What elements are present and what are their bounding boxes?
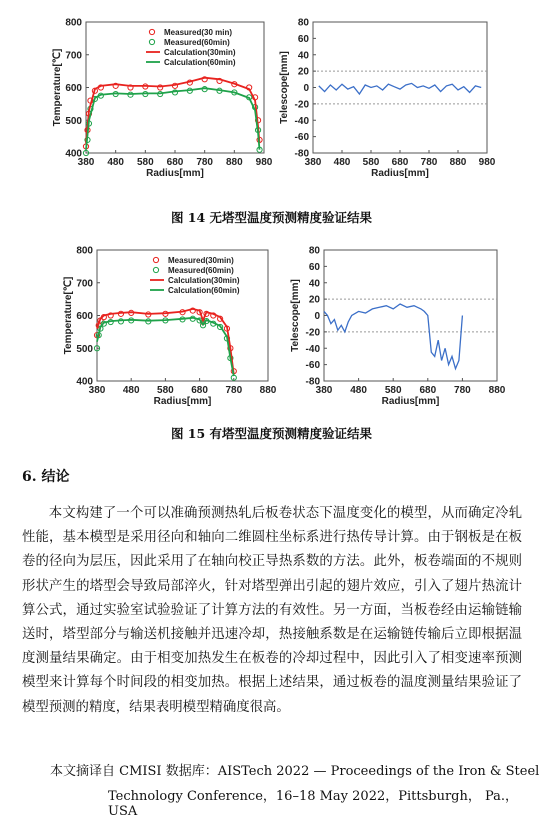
fig14-left-xlabel: Radius[mm] bbox=[146, 168, 204, 179]
fig15-right-xlabel: Radius[mm] bbox=[381, 396, 440, 407]
fig15-right-ytick-label-4: 0 bbox=[314, 311, 320, 322]
fig14-left-legend-marker-1 bbox=[149, 39, 154, 44]
fig14-right-ytick-label-6: 40 bbox=[297, 50, 309, 62]
figure-14-charts bbox=[0, 0, 543, 205]
fig14-right-xtick-label-4: 780 bbox=[420, 157, 438, 168]
fig14-left-xtick-label-5: 880 bbox=[225, 157, 243, 168]
fig14-right-xtick-label-1: 480 bbox=[333, 157, 351, 168]
fig14-right-ytick-label-8: 80 bbox=[297, 17, 309, 29]
fig15-left-xtick-label-5: 880 bbox=[259, 385, 277, 396]
fig15-left-legend-label-2: Calculation(30min) bbox=[168, 276, 240, 285]
fig14-left-xtick-label-2: 580 bbox=[136, 157, 154, 168]
fig15-right-ytick-label-0: -80 bbox=[305, 376, 320, 388]
fig14-right-ylabel: Telescope[mm] bbox=[279, 51, 290, 124]
source-line-2: Technology Conference，16–18 May 2022，Pittsburgh， Pa.， USA bbox=[108, 789, 519, 819]
figure-15-caption: 图 15 有塔型温度预测精度验证结果 bbox=[170, 426, 373, 441]
section-title: 结论 bbox=[41, 469, 70, 485]
fig14-right-ytick-label-3: -20 bbox=[294, 99, 309, 111]
fig14-right-ytick-label-2: -40 bbox=[294, 115, 309, 127]
fig15-right-ytick-label-3: -20 bbox=[305, 327, 320, 339]
fig14-right-ytick-label-1: -60 bbox=[294, 132, 309, 144]
fig14-right-ytick-label-5: 20 bbox=[297, 66, 309, 78]
figure-15 bbox=[0, 238, 543, 418]
fig14-right-chart bbox=[279, 18, 496, 180]
fig15-right-chart bbox=[290, 246, 506, 408]
fig15-left-xtick-label-3: 680 bbox=[191, 385, 208, 396]
fig15-left-legend-label-3: Calculation(60min) bbox=[168, 286, 240, 295]
fig14-left-xtick-label-6: 980 bbox=[255, 157, 273, 168]
fig14-left-ytick-label-3: 700 bbox=[65, 50, 82, 62]
fig14-right-ytick-label-7: 60 bbox=[297, 33, 309, 45]
source-line-1: 本文摘译自 CMISI 数据库：AISTech 2022 — Proceedings of the Iron & Steel bbox=[50, 764, 540, 779]
fig15-left-legend-label-1: Measured(60min) bbox=[168, 266, 234, 275]
fig14-left-series-3-line bbox=[86, 88, 260, 150]
fig15-right-ytick-label-6: 40 bbox=[308, 278, 320, 290]
fig14-right-xtick-label-2: 580 bbox=[362, 157, 380, 168]
fig15-left-ylabel: Temperature[℃] bbox=[63, 276, 74, 355]
fig14-left-ytick-label-0: 400 bbox=[65, 148, 82, 160]
fig14-left-legend-label-0: Measured(30 min) bbox=[164, 28, 233, 37]
fig14-right-xlabel: Radius[mm] bbox=[371, 168, 429, 179]
section-number: 6. bbox=[22, 469, 37, 485]
fig15-left-chart bbox=[63, 246, 277, 408]
fig14-left-chart bbox=[52, 18, 273, 180]
fig15-right-xtick-label-2: 580 bbox=[384, 385, 402, 396]
fig14-right-xtick-label-6: 980 bbox=[478, 157, 496, 168]
fig15-right-ytick-label-2: -40 bbox=[305, 343, 320, 355]
fig15-right-xtick-label-0: 380 bbox=[315, 385, 333, 396]
fig15-left-series-2-line bbox=[97, 309, 234, 375]
section-heading bbox=[22, 466, 70, 486]
fig14-right-series-0-line bbox=[319, 83, 481, 94]
fig14-left-xtick-label-3: 680 bbox=[166, 157, 184, 168]
figure-14 bbox=[0, 0, 543, 205]
fig15-left-ytick-label-0: 400 bbox=[76, 376, 93, 388]
fig15-right-ytick-label-5: 20 bbox=[308, 294, 320, 306]
fig15-right-ytick-label-8: 80 bbox=[308, 245, 320, 257]
fig14-left-ytick-label-4: 800 bbox=[65, 17, 82, 29]
fig14-left-ytick-label-2: 600 bbox=[65, 83, 82, 94]
fig14-left-legend-marker-0 bbox=[149, 29, 154, 34]
fig15-left-ytick-label-4: 800 bbox=[76, 245, 93, 257]
fig14-left-xtick-label-4: 780 bbox=[196, 157, 214, 168]
figure-15-charts bbox=[0, 238, 543, 418]
fig15-right-xtick-label-5: 880 bbox=[488, 385, 506, 396]
fig14-left-legend-label-2: Calculation(30min) bbox=[164, 48, 236, 57]
fig14-left-legend-label-1: Measured(60min) bbox=[164, 38, 230, 47]
fig15-left-legend-marker-0 bbox=[153, 257, 158, 262]
fig14-right-xtick-label-5: 880 bbox=[449, 157, 467, 168]
fig14-right-xtick-label-0: 380 bbox=[304, 157, 322, 168]
fig14-left-xtick-label-0: 380 bbox=[77, 157, 95, 168]
fig15-left-xtick-label-0: 380 bbox=[88, 385, 106, 396]
fig14-right-ytick-label-0: -80 bbox=[294, 148, 309, 160]
fig15-right-xtick-label-4: 780 bbox=[454, 385, 471, 396]
fig14-left-ylabel: Temperature[℃] bbox=[52, 48, 63, 127]
fig15-left-legend-label-0: Measured(30min) bbox=[168, 256, 234, 265]
fig15-left-xlabel: Radius[mm] bbox=[153, 396, 212, 407]
fig15-right-ylabel: Telescope[mm] bbox=[290, 279, 301, 352]
conclusion-paragraph: 本文构建了一个可以准确预测热轧后板卷状态下温度变化的模型，从而确定冷轧性能，基本模型是采用径向和轴向二维圆柱坐标系进行热传导计算。由于钢板是在板卷的径向为层压，因此采用了在轴向校正导热系数的方法。此外，板卷端面的不规则形状产生的塔型会导致局部淬火，针对塔型弹出引起的翅片效应，引入了翅片热流计算公式，通过实验室试验验证了计算方法的有效性。另一方面，当板卷经由运输链输送时，塔型部分与输送机接触并迅速冷却，热接触系数是在运输链传输后立即根据温度测量结果确定。由于相变加热发生在板卷的冷却过程中，因此引入了相变速率预测模型来计算每个时间段的相变加热。根据上述结果，通过板卷的温度测量结果验证了模型预测的精度，结果表明模型精确度很高。 bbox=[22, 506, 522, 715]
fig15-right-series-0-line bbox=[324, 304, 462, 369]
fig15-right-plot-frame bbox=[324, 250, 497, 381]
fig14-right-xtick-label-3: 680 bbox=[391, 157, 409, 168]
fig15-right-ytick-label-7: 60 bbox=[308, 261, 320, 273]
fig15-right-xtick-label-1: 480 bbox=[350, 385, 367, 396]
fig15-right-xtick-label-3: 680 bbox=[419, 385, 437, 396]
fig14-left-ytick-label-1: 500 bbox=[65, 115, 82, 127]
fig15-left-ytick-label-1: 500 bbox=[76, 343, 93, 355]
fig15-left-xtick-label-1: 480 bbox=[122, 385, 140, 396]
fig15-left-ytick-label-2: 600 bbox=[76, 311, 93, 322]
fig15-left-xtick-label-2: 580 bbox=[157, 385, 174, 396]
fig14-left-legend-label-3: Calculation(60min) bbox=[164, 58, 236, 67]
fig15-left-ytick-label-3: 700 bbox=[76, 278, 93, 290]
fig15-right-ytick-label-1: -60 bbox=[305, 360, 320, 372]
fig15-left-xtick-label-4: 780 bbox=[225, 385, 243, 396]
fig14-left-xtick-label-1: 480 bbox=[107, 157, 125, 168]
fig14-right-ytick-label-4: 0 bbox=[303, 83, 309, 94]
figure-14-caption: 图 14 无塔型温度预测精度验证结果 bbox=[170, 210, 373, 225]
fig15-left-legend-marker-1 bbox=[153, 267, 158, 272]
